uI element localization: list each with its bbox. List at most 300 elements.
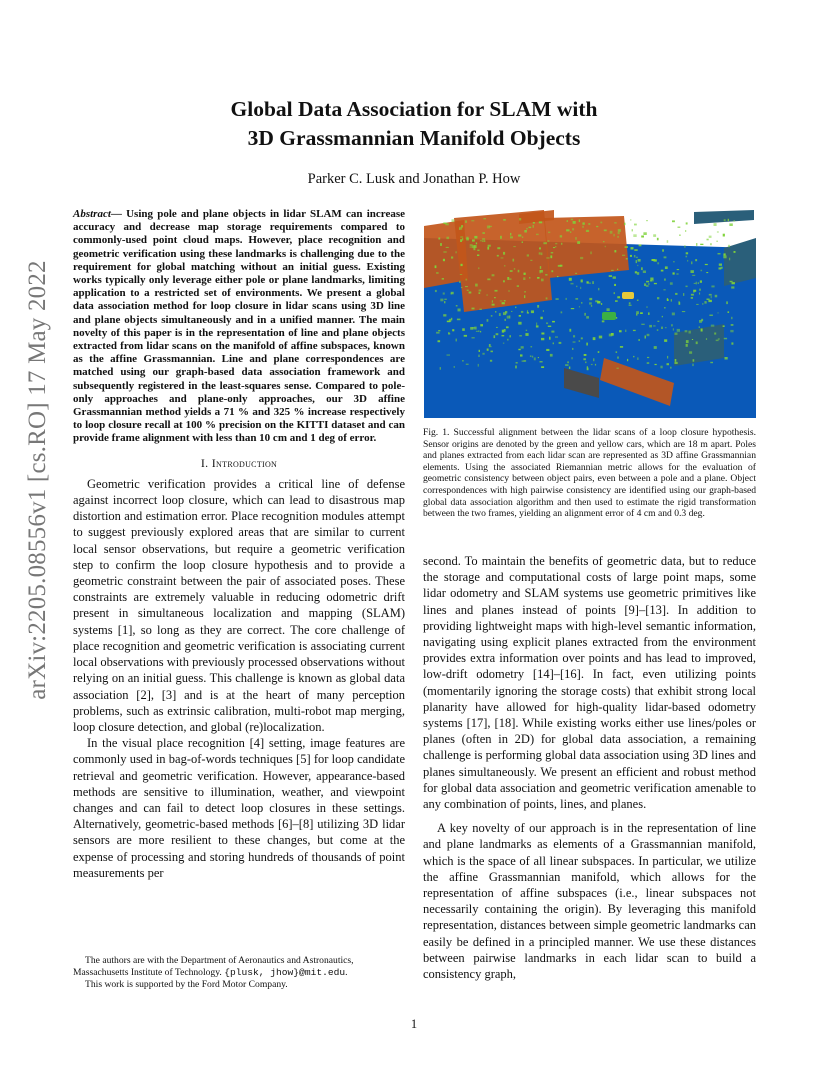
lidar-point xyxy=(589,302,592,304)
lidar-point xyxy=(540,317,542,320)
lidar-point xyxy=(504,300,506,301)
lidar-point xyxy=(709,236,712,238)
lidar-point xyxy=(657,238,659,241)
lidar-point xyxy=(474,236,477,239)
lidar-point xyxy=(610,231,613,234)
section-heading: I. Introduction xyxy=(200,455,278,470)
arxiv-stamp xyxy=(18,260,58,700)
lidar-point xyxy=(646,285,649,287)
lidar-point xyxy=(618,229,621,232)
lidar-point xyxy=(676,274,678,275)
lidar-point xyxy=(596,226,598,227)
lidar-point xyxy=(491,351,493,353)
lidar-point xyxy=(641,236,644,238)
lidar-point xyxy=(632,229,633,231)
lidar-point xyxy=(685,330,688,332)
lidar-point xyxy=(538,357,539,358)
lidar-point xyxy=(685,230,686,232)
lidar-point xyxy=(573,342,576,343)
lidar-point xyxy=(614,234,615,237)
footnote-affiliation-text: The authors are with the Department of Aeronautics and Astronautics, Massachusetts Institute of Technology. xyxy=(73,955,354,978)
lidar-point xyxy=(443,293,445,295)
lidar-point xyxy=(718,253,721,254)
lidar-point xyxy=(489,226,492,227)
lidar-point xyxy=(724,219,726,221)
lidar-point xyxy=(595,364,596,366)
intro-paragraph-2: In the visual place recognition [4] setting, image features are commonly used in bag-of-words techniques [5] for loop candidate retrieval and geometric verification. However, appearance-based methods are sensitive to illumination, weather, and viewpoint changes and can fail to detect loop closures in these settings. Alternatively, geometric-based methods [6]–[8] utilizing 3D lidar sensors are more resilient to these changes, but come at the expense of processing and storing hundreds of thousands of point measurements per xyxy=(73,736,405,880)
right-paragraph-2: A key novelty of our approach is in the representation of line and plane landmarks as elements of a Grassmannian manifold, which is the space of all linear subspaces. In particular, we utilize the affine Grassmannian manifold, which allows for the representation of affine subspaces (i.e., linear subspaces not necessarily containing the origin). By leveraging this manifold representation, distances between simple geometric landmarks can easily be defined in a principled manner. We use these distances between pairwise landmarks in each lidar scan to build a consistency graph, xyxy=(423,821,756,982)
lidar-point xyxy=(551,252,554,253)
lidar-point xyxy=(633,356,634,357)
lidar-point xyxy=(593,358,594,361)
lidar-point xyxy=(461,264,463,266)
abstract xyxy=(73,208,405,446)
lidar-point xyxy=(482,232,485,234)
lidar-point xyxy=(442,278,444,279)
lidar-point xyxy=(479,292,481,293)
lidar-point xyxy=(617,368,619,369)
lidar-point xyxy=(543,242,547,244)
lidar-point xyxy=(518,270,520,273)
lidar-point xyxy=(454,366,455,368)
lidar-point xyxy=(438,330,440,331)
figure-1-lidar-scan xyxy=(424,208,756,418)
lidar-point xyxy=(593,337,596,340)
lidar-point xyxy=(472,308,475,310)
lidar-point xyxy=(548,232,550,234)
lidar-point xyxy=(503,343,504,344)
lidar-point xyxy=(699,293,700,295)
lidar-point xyxy=(543,310,544,312)
lidar-point xyxy=(487,279,490,281)
lidar-point xyxy=(670,282,673,285)
lidar-point xyxy=(476,331,478,332)
lidar-point xyxy=(492,274,495,276)
lidar-point xyxy=(699,320,702,323)
lidar-point xyxy=(638,259,641,262)
lidar-point xyxy=(686,286,688,288)
lidar-point xyxy=(486,295,488,296)
lidar-point xyxy=(692,339,693,340)
lidar-point xyxy=(589,298,592,300)
lidar-point xyxy=(592,281,593,284)
lidar-point xyxy=(460,236,463,238)
lidar-point xyxy=(478,364,479,367)
lidar-point xyxy=(579,341,581,342)
lidar-point xyxy=(716,241,718,242)
lidar-point xyxy=(581,337,583,339)
lidar-point xyxy=(436,272,439,274)
lidar-point xyxy=(640,312,643,314)
lidar-point xyxy=(465,286,468,287)
lidar-point xyxy=(587,281,589,283)
lidar-point xyxy=(728,219,729,221)
lidar-point xyxy=(582,226,584,228)
lidar-point xyxy=(692,275,695,276)
lidar-point xyxy=(472,245,475,248)
lidar-point xyxy=(551,331,554,333)
lidar-point xyxy=(514,268,515,269)
lidar-point xyxy=(706,272,708,273)
lidar-point xyxy=(509,316,511,319)
lidar-point xyxy=(626,258,628,259)
lidar-point xyxy=(654,346,657,349)
lidar-point xyxy=(699,326,700,328)
lidar-point xyxy=(470,327,473,330)
lidar-point xyxy=(455,251,456,253)
lidar-point xyxy=(492,304,495,306)
lidar-point xyxy=(522,237,523,238)
lidar-point xyxy=(572,357,573,359)
lidar-point xyxy=(646,281,649,283)
lidar-point xyxy=(474,327,477,330)
lidar-point xyxy=(730,330,733,332)
lidar-point xyxy=(472,240,475,242)
lidar-point xyxy=(443,259,445,261)
lidar-point xyxy=(732,282,735,284)
lidar-point xyxy=(644,283,646,286)
lidar-point xyxy=(637,265,638,266)
lidar-point xyxy=(524,273,526,275)
lidar-point xyxy=(635,271,637,273)
lidar-point xyxy=(687,260,688,262)
lidar-point xyxy=(529,227,532,228)
lidar-point xyxy=(654,283,657,284)
lidar-point xyxy=(689,331,691,334)
lidar-point xyxy=(496,327,498,328)
lidar-point xyxy=(630,255,632,257)
lidar-point xyxy=(504,265,505,266)
lidar-point xyxy=(600,222,602,224)
lidar-point xyxy=(726,301,728,304)
lidar-point xyxy=(491,315,493,316)
lidar-point xyxy=(693,290,696,292)
lidar-point xyxy=(718,338,720,339)
lidar-point xyxy=(505,319,506,321)
lidar-point xyxy=(652,280,654,282)
lidar-point xyxy=(571,283,574,285)
lidar-point xyxy=(466,279,468,281)
lidar-point xyxy=(478,331,480,332)
orange-plane-2 xyxy=(424,220,468,288)
lidar-point xyxy=(447,354,451,355)
right-column xyxy=(423,553,756,982)
arxiv-stamp-text: arXiv:2205.08556v1 [cs.RO] 17 May 2022 xyxy=(24,260,51,700)
lidar-point xyxy=(716,340,719,342)
lidar-point xyxy=(546,322,548,324)
lidar-point xyxy=(556,298,559,299)
lidar-point xyxy=(583,358,586,360)
footnote xyxy=(73,955,405,991)
lidar-point xyxy=(718,312,719,313)
lidar-point xyxy=(617,357,618,359)
lidar-point xyxy=(510,236,513,238)
lidar-point xyxy=(510,270,513,272)
lidar-point xyxy=(631,247,634,249)
lidar-point xyxy=(479,290,482,292)
lidar-point xyxy=(470,247,472,248)
lidar-point xyxy=(643,232,646,235)
lidar-point xyxy=(724,338,727,340)
lidar-point xyxy=(661,327,663,329)
lidar-point xyxy=(582,222,584,224)
lidar-point xyxy=(620,346,623,348)
lidar-point xyxy=(617,296,620,298)
lidar-point xyxy=(693,292,695,293)
footnote-affiliation xyxy=(73,955,405,979)
lidar-point xyxy=(503,252,505,255)
lidar-point xyxy=(613,276,616,278)
lidar-point xyxy=(435,290,437,292)
abstract-label: Abstract xyxy=(73,208,111,220)
lidar-point xyxy=(559,342,562,344)
lidar-point xyxy=(555,243,557,244)
lidar-point xyxy=(686,252,688,254)
lidar-point xyxy=(511,311,512,312)
lidar-point xyxy=(480,240,482,241)
lidar-point xyxy=(586,316,589,319)
lidar-point xyxy=(443,252,446,253)
lidar-point xyxy=(636,314,638,316)
lidar-point xyxy=(664,256,667,258)
lidar-point xyxy=(566,298,567,300)
lidar-point xyxy=(518,322,521,325)
lidar-point xyxy=(657,321,659,322)
lidar-point xyxy=(587,368,589,371)
lidar-point xyxy=(584,354,587,356)
orange-plane-1 xyxy=(454,210,552,312)
lidar-point xyxy=(456,305,458,306)
lidar-point xyxy=(673,272,675,274)
lidar-point xyxy=(598,288,599,290)
lidar-point xyxy=(711,286,714,288)
lidar-point xyxy=(531,346,533,347)
lidar-point xyxy=(709,294,712,296)
lidar-point xyxy=(445,223,449,225)
lidar-point xyxy=(692,364,693,367)
lidar-point xyxy=(480,331,481,333)
lidar-point xyxy=(653,234,656,237)
lidar-point xyxy=(572,348,573,350)
lidar-point xyxy=(478,355,479,357)
lidar-point xyxy=(487,247,489,250)
lidar-point xyxy=(731,324,734,326)
lidar-point xyxy=(662,316,663,317)
lidar-point xyxy=(602,320,605,322)
lidar-point xyxy=(551,270,553,272)
lidar-point xyxy=(725,357,728,360)
lidar-point xyxy=(665,266,668,269)
lidar-point xyxy=(694,283,696,284)
lidar-point xyxy=(464,335,467,337)
lidar-point xyxy=(590,252,591,255)
lidar-point xyxy=(575,273,577,274)
lidar-point xyxy=(510,233,511,236)
lidar-point xyxy=(461,287,463,288)
lidar-point xyxy=(482,241,484,243)
lidar-point xyxy=(686,340,689,343)
lidar-point xyxy=(728,311,730,313)
lidar-point xyxy=(522,361,525,362)
lidar-point xyxy=(527,254,529,256)
lidar-point xyxy=(530,260,532,261)
lidar-point xyxy=(571,219,573,221)
lidar-point xyxy=(693,359,695,362)
lidar-point xyxy=(605,246,606,247)
lidar-point xyxy=(522,241,523,243)
lidar-point xyxy=(663,289,665,290)
lidar-point xyxy=(601,303,602,305)
lidar-point xyxy=(570,231,571,232)
lidar-point xyxy=(479,350,480,352)
lidar-point xyxy=(662,249,664,251)
lidar-point xyxy=(647,334,650,336)
lidar-point xyxy=(539,247,541,249)
lidar-point xyxy=(675,293,677,295)
lidar-point xyxy=(502,302,505,304)
lidar-point xyxy=(691,294,694,296)
lidar-point xyxy=(497,247,500,249)
lidar-point xyxy=(696,304,698,305)
lidar-point xyxy=(537,305,539,308)
lidar-point xyxy=(684,245,685,248)
lidar-point xyxy=(723,255,726,258)
lidar-point xyxy=(518,235,521,237)
lidar-point xyxy=(575,298,578,299)
lidar-point xyxy=(691,270,694,273)
lidar-point xyxy=(699,289,701,291)
lidar-point xyxy=(446,237,449,239)
lidar-point xyxy=(585,362,586,364)
lidar-point xyxy=(588,223,590,224)
lidar-point xyxy=(541,279,544,282)
lidar-point xyxy=(696,342,698,345)
lidar-point xyxy=(577,241,580,244)
lidar-point xyxy=(507,339,508,341)
lidar-point xyxy=(700,244,703,245)
lidar-point xyxy=(467,290,469,291)
lidar-point xyxy=(630,219,631,220)
lidar-point xyxy=(560,235,562,237)
lidar-point xyxy=(476,243,477,245)
lidar-point xyxy=(548,240,550,242)
lidar-point xyxy=(572,228,574,230)
lidar-point xyxy=(579,219,580,222)
lidar-point xyxy=(611,270,614,271)
lidar-point xyxy=(462,360,464,361)
lidar-point xyxy=(714,223,717,226)
lidar-point xyxy=(715,295,718,298)
lidar-point xyxy=(506,326,509,328)
lidar-point xyxy=(534,357,536,360)
lidar-point xyxy=(537,277,539,279)
lidar-point xyxy=(629,305,632,306)
lidar-point xyxy=(519,315,521,317)
lidar-point xyxy=(489,346,492,347)
lidar-point xyxy=(502,330,504,333)
lidar-point xyxy=(678,227,681,228)
lidar-point xyxy=(710,243,712,245)
lidar-point xyxy=(530,355,532,357)
lidar-point xyxy=(604,230,607,232)
lidar-point xyxy=(494,335,496,338)
lidar-point xyxy=(641,267,643,270)
lidar-point xyxy=(708,300,712,302)
title-line-2: 3D Grassmannian Manifold Objects xyxy=(247,126,581,150)
lidar-point xyxy=(557,276,558,277)
lidar-point xyxy=(622,255,625,256)
lidar-point xyxy=(665,327,667,328)
right-paragraph-1: second. To maintain the benefits of geometric data, but to reduce the storage and computational costs of large point maps, some lidar odometry and SLAM systems use geometric primitives like lines and planes instead of points [9]–[13]. In addition to providing lightweight maps with high-level semantic information, navigating using explicit planes extracted from the environment provides extra information over points and has lead to improved, low-drift odometry [14]–[16]. In fact, even utilizing points (momentarily ignoring the storage costs) that exhibit strong local planarity have allowed for high-quality lidar-based odometry systems [17], [18]. While existing works either use lines/poles or planes (often in 2D) for global data association, a remaining challenge is performing global data association using 3D lines and planes simultaneously. We present an efficient and robust method for global data association and geometric verification amenable to any combination of points, lines, and planes. xyxy=(423,554,756,812)
lidar-point xyxy=(549,337,551,340)
lidar-point xyxy=(555,246,556,247)
lidar-point xyxy=(646,306,647,308)
lidar-point xyxy=(533,222,535,224)
lidar-point xyxy=(541,253,543,256)
lidar-point xyxy=(452,219,455,222)
lidar-point xyxy=(519,335,522,336)
lidar-point xyxy=(728,245,730,247)
lidar-point xyxy=(634,249,637,251)
lidar-point xyxy=(483,218,486,219)
lidar-point xyxy=(466,364,469,365)
lidar-point xyxy=(546,257,549,258)
lidar-point xyxy=(673,261,674,262)
lidar-point xyxy=(446,247,449,248)
lidar-point xyxy=(597,301,600,304)
lidar-point xyxy=(637,300,639,302)
lidar-point xyxy=(689,351,692,354)
lidar-point xyxy=(496,333,499,335)
lidar-point xyxy=(550,354,553,357)
lidar-point xyxy=(560,265,563,267)
left-column xyxy=(73,208,405,881)
lidar-point xyxy=(482,238,485,240)
lidar-point xyxy=(711,325,715,327)
lidar-scan-illustration xyxy=(424,208,756,418)
lidar-point xyxy=(653,325,656,326)
lidar-point xyxy=(548,326,551,327)
lidar-point xyxy=(648,312,650,315)
lidar-point xyxy=(657,329,659,330)
lidar-point xyxy=(500,236,502,239)
lidar-point xyxy=(634,224,637,226)
lidar-point xyxy=(507,277,509,280)
lidar-point xyxy=(691,297,693,298)
lidar-point xyxy=(569,278,572,281)
lidar-point xyxy=(459,227,462,230)
lidar-point xyxy=(533,225,534,228)
lidar-point xyxy=(553,247,555,248)
lidar-point xyxy=(675,362,678,364)
lidar-point xyxy=(541,366,544,368)
lidar-point xyxy=(619,330,622,332)
lidar-point xyxy=(609,275,612,277)
lidar-point xyxy=(515,307,516,309)
lidar-point xyxy=(661,270,664,272)
lidar-point xyxy=(650,280,652,282)
lidar-point xyxy=(566,229,569,231)
lidar-point xyxy=(719,267,722,269)
lidar-point xyxy=(475,284,478,287)
lidar-point xyxy=(664,339,667,342)
lidar-point xyxy=(502,335,505,336)
lidar-point xyxy=(667,363,670,365)
lidar-point xyxy=(507,316,509,319)
lidar-point xyxy=(591,305,592,307)
lidar-point xyxy=(588,283,591,284)
lidar-point xyxy=(719,264,722,266)
